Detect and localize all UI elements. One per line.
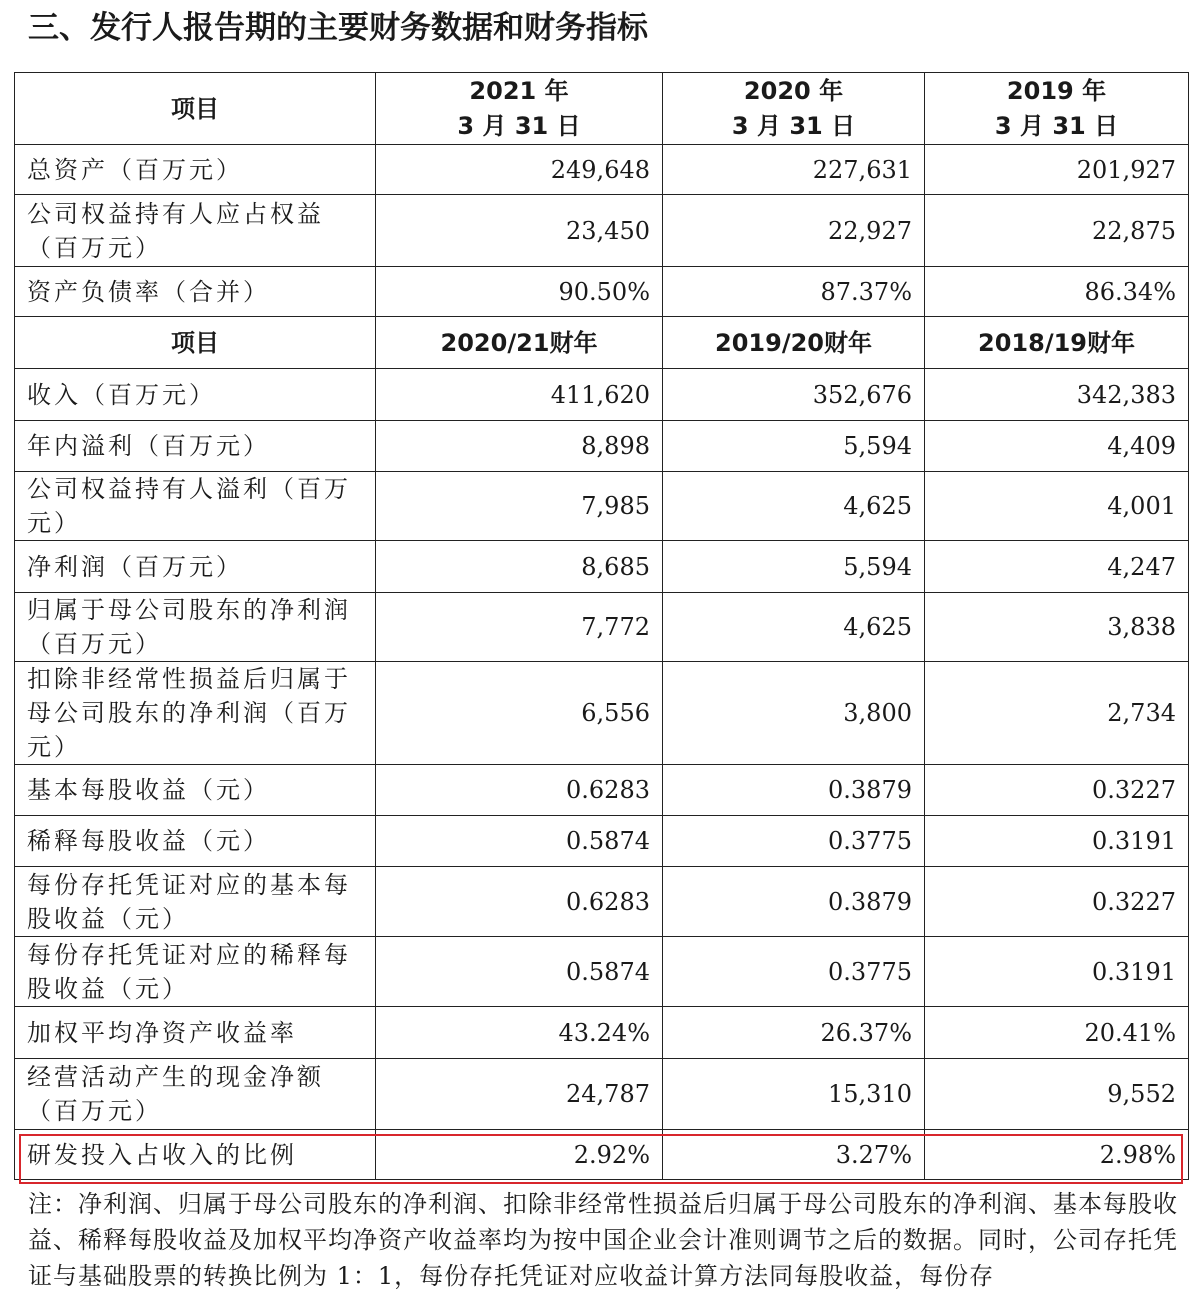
section-heading: 三、发行人报告期的主要财务数据和财务指标 bbox=[28, 10, 648, 46]
value-cell: 3.27% bbox=[663, 1130, 925, 1180]
value-cell: 23,450 bbox=[376, 195, 663, 267]
row-label: 公司权益持有人应占权益（百万元） bbox=[15, 195, 376, 267]
value-cell: 411,620 bbox=[376, 369, 663, 421]
header-year: 2019 年 bbox=[1006, 76, 1107, 105]
row-label: 研发投入占收入的比例 bbox=[15, 1130, 376, 1180]
row-label: 收入（百万元） bbox=[15, 369, 376, 421]
value-cell: 249,648 bbox=[376, 145, 663, 195]
table-row bbox=[15, 145, 1189, 195]
table-row bbox=[15, 541, 1189, 593]
value-cell: 15,310 bbox=[663, 1059, 925, 1130]
value-cell: 87.37% bbox=[663, 267, 925, 317]
table-body bbox=[15, 73, 1189, 1180]
header-row-fiscal bbox=[15, 317, 1189, 369]
value-cell: 0.3227 bbox=[925, 867, 1189, 937]
value-cell: 7,772 bbox=[376, 593, 663, 662]
table-row bbox=[15, 195, 1189, 267]
value-cell: 90.50% bbox=[376, 267, 663, 317]
value-cell: 4,247 bbox=[925, 541, 1189, 593]
row-label: 总资产（百万元） bbox=[15, 145, 376, 195]
table-row bbox=[15, 816, 1189, 867]
value-cell: 22,927 bbox=[663, 195, 925, 267]
header-date: 3 月 31 日 bbox=[994, 111, 1119, 140]
financial-indicators-table bbox=[14, 72, 1189, 1180]
header-date-cell bbox=[376, 73, 663, 145]
footnote: 注：净利润、归属于母公司股东的净利润、扣除非经常性损益后归属于母公司股东的净利润、基本每股收益、稀释每股收益及加权平均净资产收益率均为按中国企业会计准则调节之后的数据。同时，公司存托凭证与基础股票的转换比例为 1：1，每份存托凭证对应收益计算方法同每股收益，每份存 bbox=[28, 1190, 1178, 1290]
table-row bbox=[15, 593, 1189, 662]
value-cell: 20.41% bbox=[925, 1007, 1189, 1059]
row-label: 基本每股收益（元） bbox=[15, 765, 376, 816]
value-cell: 2.98% bbox=[925, 1130, 1189, 1180]
value-cell: 8,898 bbox=[376, 421, 663, 472]
table-row bbox=[15, 1007, 1189, 1059]
value-cell: 8,685 bbox=[376, 541, 663, 593]
header-date-cell bbox=[663, 73, 925, 145]
note-clip bbox=[0, 1186, 1202, 1296]
row-label: 资产负债率（合并） bbox=[15, 267, 376, 317]
value-cell: 24,787 bbox=[376, 1059, 663, 1130]
table-row bbox=[15, 662, 1189, 765]
value-cell: 0.3191 bbox=[925, 937, 1189, 1007]
value-cell: 342,383 bbox=[925, 369, 1189, 421]
header-item-cell: 项目 bbox=[15, 317, 376, 369]
value-cell: 0.5874 bbox=[376, 816, 663, 867]
table-row bbox=[15, 765, 1189, 816]
value-cell: 4,001 bbox=[925, 472, 1189, 541]
row-label: 净利润（百万元） bbox=[15, 541, 376, 593]
header-year: 2020 年 bbox=[743, 76, 844, 105]
value-cell: 0.3227 bbox=[925, 765, 1189, 816]
value-cell: 9,552 bbox=[925, 1059, 1189, 1130]
value-cell: 0.3775 bbox=[663, 937, 925, 1007]
table-row bbox=[15, 472, 1189, 541]
table-row bbox=[15, 267, 1189, 317]
header-date: 3 月 31 日 bbox=[457, 111, 581, 140]
value-cell: 0.5874 bbox=[376, 937, 663, 1007]
row-label: 经营活动产生的现金净额（百万元） bbox=[15, 1059, 376, 1130]
row-label: 稀释每股收益（元） bbox=[15, 816, 376, 867]
value-cell: 43.24% bbox=[376, 1007, 663, 1059]
value-cell: 4,625 bbox=[663, 472, 925, 541]
value-cell: 0.6283 bbox=[376, 765, 663, 816]
table-row-highlighted bbox=[15, 1130, 1189, 1180]
row-label: 每份存托凭证对应的稀释每股收益（元） bbox=[15, 937, 376, 1007]
row-label: 归属于母公司股东的净利润（百万元） bbox=[15, 593, 376, 662]
value-cell: 201,927 bbox=[925, 145, 1189, 195]
value-cell: 0.3879 bbox=[663, 765, 925, 816]
value-cell: 3,800 bbox=[663, 662, 925, 765]
value-cell: 0.3775 bbox=[663, 816, 925, 867]
value-cell: 227,631 bbox=[663, 145, 925, 195]
value-cell: 0.3879 bbox=[663, 867, 925, 937]
value-cell: 6,556 bbox=[376, 662, 663, 765]
header-fiscal-year-cell: 2018/19财年 bbox=[925, 317, 1189, 369]
value-cell: 3,838 bbox=[925, 593, 1189, 662]
header-year: 2021 年 bbox=[469, 76, 569, 105]
header-fiscal-year-cell: 2019/20财年 bbox=[663, 317, 925, 369]
header-row-dates bbox=[15, 73, 1189, 145]
value-cell: 0.6283 bbox=[376, 867, 663, 937]
value-cell: 5,594 bbox=[663, 421, 925, 472]
table-row bbox=[15, 1059, 1189, 1130]
value-cell: 4,625 bbox=[663, 593, 925, 662]
value-cell: 2,734 bbox=[925, 662, 1189, 765]
value-cell: 7,985 bbox=[376, 472, 663, 541]
row-label: 扣除非经常性损益后归属于母公司股东的净利润（百万元） bbox=[15, 662, 376, 765]
value-cell: 86.34% bbox=[925, 267, 1189, 317]
row-label: 每份存托凭证对应的基本每股收益（元） bbox=[15, 867, 376, 937]
value-cell: 4,409 bbox=[925, 421, 1189, 472]
table-row bbox=[15, 867, 1189, 937]
table-row bbox=[15, 369, 1189, 421]
table-row bbox=[15, 421, 1189, 472]
row-label: 年内溢利（百万元） bbox=[15, 421, 376, 472]
header-date: 3 月 31 日 bbox=[731, 111, 856, 140]
header-date-cell bbox=[925, 73, 1189, 145]
value-cell: 22,875 bbox=[925, 195, 1189, 267]
value-cell: 352,676 bbox=[663, 369, 925, 421]
header-fiscal-year-cell: 2020/21财年 bbox=[376, 317, 663, 369]
row-label: 加权平均净资产收益率 bbox=[15, 1007, 376, 1059]
value-cell: 2.92% bbox=[376, 1130, 663, 1180]
header-item-cell: 项目 bbox=[15, 73, 376, 145]
value-cell: 5,594 bbox=[663, 541, 925, 593]
value-cell: 0.3191 bbox=[925, 816, 1189, 867]
value-cell: 26.37% bbox=[663, 1007, 925, 1059]
row-label: 公司权益持有人溢利（百万元） bbox=[15, 472, 376, 541]
table-row bbox=[15, 937, 1189, 1007]
